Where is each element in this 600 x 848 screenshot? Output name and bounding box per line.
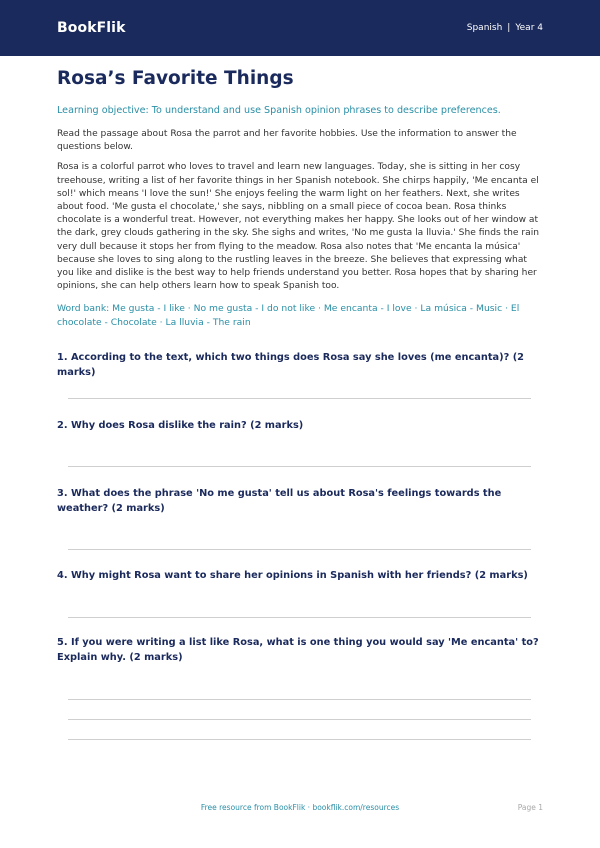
answer-line[interactable]	[68, 719, 531, 720]
year-label: Year 4	[515, 23, 543, 33]
separator: |	[507, 23, 511, 33]
brand-logo-text: BookFlik	[57, 20, 126, 36]
question-text: 3. What does the phrase 'No me gusta' tell us about Rosa's feelings towards the weather? (2 marks)	[57, 488, 502, 514]
question-2	[57, 419, 543, 434]
instructions: Read the passage about Rosa the parrot and her favorite hobbies. Use the information to answer the questions below.	[57, 129, 517, 153]
answer-line[interactable]	[68, 739, 531, 740]
learning-objective: Learning objective: To understand and use Spanish opinion phrases to describe preferences.	[57, 105, 501, 116]
subject-year-label	[467, 23, 543, 33]
page-title: Rosa’s Favorite Things	[57, 68, 294, 89]
question-text: 4. Why might Rosa want to share her opinions in Spanish with her friends? (2 marks)	[57, 570, 528, 581]
question-5	[57, 636, 543, 665]
question-3	[57, 487, 543, 516]
question-1	[57, 351, 543, 380]
question-text: 1. According to the text, which two things does Rosa say she loves (me encanta)? (2 marks)	[57, 352, 525, 378]
answer-line[interactable]	[68, 699, 531, 700]
answer-line[interactable]	[68, 549, 531, 550]
question-text: 5. If you were writing a list like Rosa, what is one thing you would say 'Me encanta' to? Explain why. (2 marks)	[57, 637, 539, 663]
answer-line[interactable]	[68, 466, 531, 467]
reading-passage: Rosa is a colorful parrot who loves to travel and learn new languages. Today, she is sitting in her cosy treehouse, writing a list of her favorite things in her Spanish notebook. She chirps happily, 'Me encanta el sol!' which means 'I love the sun!' She enjoys feeling the warm light on her feathers. Next, she writes about food. 'Me gusta el chocolate,' she says, nibbling on a small piece of cocoa bean. Rosa thinks chocolate is a wonderful treat. However, not everything makes her happy. She looks out of her window at the dark, grey clouds gathering in the sky. She sighs and writes, 'No me gusta la lluvia.' She finds the rain very dull because it stops her from flying to the meadow. Rosa also notes that 'Me encanta la música' because she loves to sing along to the rustling leaves in the breeze. She believes that expressing what you like and dislike is the best way to help friends understand you better. Rosa hopes that by sharing her opinions, she can help others learn how to speak Spanish too.	[57, 162, 540, 292]
question-4	[57, 569, 543, 584]
worksheet-body	[57, 64, 543, 330]
page-number: Page 1	[517, 803, 543, 812]
subject-label: Spanish	[466, 23, 503, 33]
word-bank: Word bank: Me gusta - I like · No me gusta - I do not like · Me encanta - I love · La música - Music · El chocolate - Chocolate · La lluvia - The rain	[57, 303, 520, 329]
page-header	[0, 0, 600, 56]
answer-line[interactable]	[68, 398, 531, 399]
question-text: 2. Why does Rosa dislike the rain? (2 marks)	[57, 420, 304, 431]
footer-resource-link[interactable]: Free resource from BookFlik · bookflik.com/resources	[200, 803, 400, 812]
answer-line[interactable]	[68, 617, 531, 618]
